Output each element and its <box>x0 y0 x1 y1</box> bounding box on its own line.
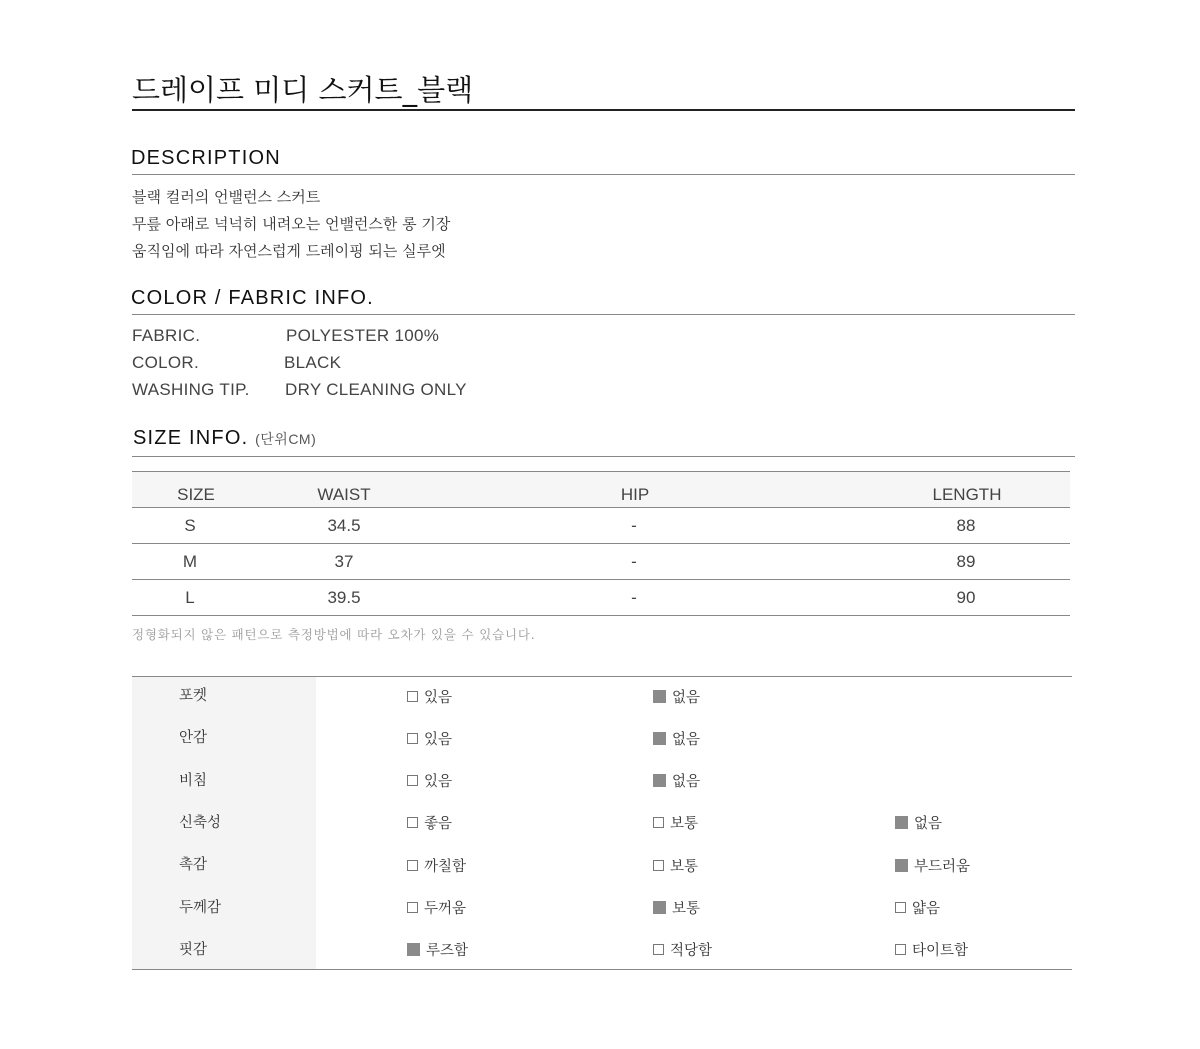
size-table-header <box>132 471 1070 508</box>
attribute-option <box>653 804 698 842</box>
hip-cell: - <box>631 552 637 571</box>
size-cell: M <box>182 552 198 571</box>
unchecked-box-icon <box>895 902 906 913</box>
hip-cell: - <box>631 516 637 535</box>
attribute-label: 비침 <box>179 772 208 789</box>
attribute-option-label: 보통 <box>670 816 699 833</box>
washing-value: DRY CLEANING ONLY <box>285 380 467 399</box>
length-cell: 89 <box>956 552 976 571</box>
attribute-option <box>407 889 466 927</box>
size-table <box>132 471 1070 616</box>
checked-box-icon <box>895 859 908 872</box>
description-line: 움직임에 따라 자연스럽게 드레이핑 되는 실루엣 <box>132 242 446 260</box>
attribute-option <box>407 846 466 884</box>
attribute-option-label: 있음 <box>424 731 453 748</box>
hip-cell: - <box>631 588 637 607</box>
column-header-length: LENGTH <box>932 485 1002 504</box>
attribute-option <box>895 889 940 927</box>
attribute-row <box>132 889 1072 931</box>
unchecked-box-icon <box>407 817 418 828</box>
product-title: 드레이프 미디 스커트_블랙 <box>132 73 474 107</box>
attribute-option-label: 루즈함 <box>426 943 469 960</box>
attribute-option <box>407 677 452 715</box>
size-cell: S <box>184 516 196 535</box>
attribute-option-label: 없음 <box>672 731 701 748</box>
description-line: 블랙 컬러의 언밸런스 스커트 <box>132 188 321 206</box>
attribute-option <box>407 931 468 969</box>
unchecked-box-icon <box>407 775 418 786</box>
checked-box-icon <box>653 901 666 914</box>
attribute-table <box>132 676 1072 970</box>
waist-cell: 34.5 <box>327 516 361 535</box>
attribute-option <box>895 846 970 884</box>
size-note: 정형화되지 않은 패턴으로 측정방법에 따라 오차가 있을 수 있습니다. <box>132 627 536 642</box>
column-header-size: SIZE <box>177 485 215 504</box>
attribute-label: 안감 <box>179 730 208 747</box>
attribute-option <box>653 677 700 715</box>
attribute-option <box>653 889 700 927</box>
color-value: BLACK <box>284 353 342 372</box>
size-divider <box>132 456 1075 457</box>
column-header-waist: WAIST <box>317 485 371 504</box>
checked-box-icon <box>653 774 666 787</box>
color-key: COLOR. <box>132 353 199 372</box>
attribute-option-label: 없음 <box>672 774 701 791</box>
attribute-label: 촉감 <box>179 857 208 874</box>
fabric-value: POLYESTER 100% <box>286 326 440 345</box>
length-cell: 88 <box>956 516 976 535</box>
column-header-hip: HIP <box>620 485 650 504</box>
table-row <box>132 580 1070 616</box>
attribute-option-label: 있음 <box>424 689 453 706</box>
checked-box-icon <box>895 816 908 829</box>
description-line: 무릎 아래로 넉넉히 내려오는 언밸런스한 롱 기장 <box>132 215 451 233</box>
washing-key: WASHING TIP. <box>132 380 250 399</box>
description-divider <box>132 174 1075 175</box>
fabric-key: FABRIC. <box>132 326 201 345</box>
size-heading-text: SIZE INFO. <box>133 427 249 449</box>
unchecked-box-icon <box>407 860 418 871</box>
attribute-option-label: 보통 <box>670 858 699 875</box>
table-row <box>132 508 1070 544</box>
attribute-label: 핏감 <box>179 941 208 958</box>
size-heading <box>133 427 316 450</box>
attribute-option-label: 없음 <box>914 816 943 833</box>
unchecked-box-icon <box>407 691 418 702</box>
attribute-option-label: 부드러움 <box>914 858 971 875</box>
attribute-label: 포켓 <box>179 688 208 704</box>
attribute-option-label: 없음 <box>672 689 701 706</box>
attribute-option <box>407 804 452 842</box>
attribute-option <box>407 719 452 757</box>
unchecked-box-icon <box>653 944 664 955</box>
title-divider <box>132 109 1075 111</box>
attribute-row <box>132 846 1072 888</box>
length-cell: 90 <box>956 588 976 607</box>
table-row <box>132 544 1070 580</box>
checked-box-icon <box>653 732 666 745</box>
description-heading: DESCRIPTION <box>131 147 281 169</box>
checked-box-icon <box>407 943 420 956</box>
attribute-row <box>132 719 1072 761</box>
attribute-option-label: 좋음 <box>424 816 453 833</box>
checked-box-icon <box>653 690 666 703</box>
attribute-label: 두께감 <box>179 899 222 916</box>
attribute-option-label: 적당함 <box>670 943 713 960</box>
unchecked-box-icon <box>407 733 418 744</box>
attribute-label: 신축성 <box>179 814 222 831</box>
attribute-option <box>653 762 700 800</box>
attribute-row <box>132 677 1072 719</box>
fabric-divider <box>132 314 1075 315</box>
attribute-option-label: 보통 <box>672 901 701 917</box>
fabric-heading: COLOR / FABRIC INFO. <box>131 287 374 309</box>
size-unit: (단위CM) <box>255 431 317 447</box>
attribute-option-label: 있음 <box>424 774 453 791</box>
attribute-option-label: 까칠함 <box>424 858 467 875</box>
attribute-row <box>132 804 1072 846</box>
unchecked-box-icon <box>653 860 664 871</box>
unchecked-box-icon <box>407 902 418 913</box>
attribute-row <box>132 762 1072 804</box>
attribute-option-label: 두꺼움 <box>424 901 467 917</box>
attribute-row <box>132 931 1072 973</box>
attribute-option <box>407 762 452 800</box>
waist-cell: 39.5 <box>327 588 361 607</box>
attribute-option <box>653 719 700 757</box>
attribute-option <box>895 804 942 842</box>
size-cell: L <box>185 588 195 607</box>
attribute-option-label: 타이트함 <box>912 943 969 960</box>
waist-cell: 37 <box>334 552 354 571</box>
unchecked-box-icon <box>653 817 664 828</box>
attribute-option <box>653 846 698 884</box>
unchecked-box-icon <box>895 944 906 955</box>
attribute-option-label: 얇음 <box>912 901 941 917</box>
attribute-option <box>653 931 712 969</box>
attribute-option <box>895 931 968 969</box>
